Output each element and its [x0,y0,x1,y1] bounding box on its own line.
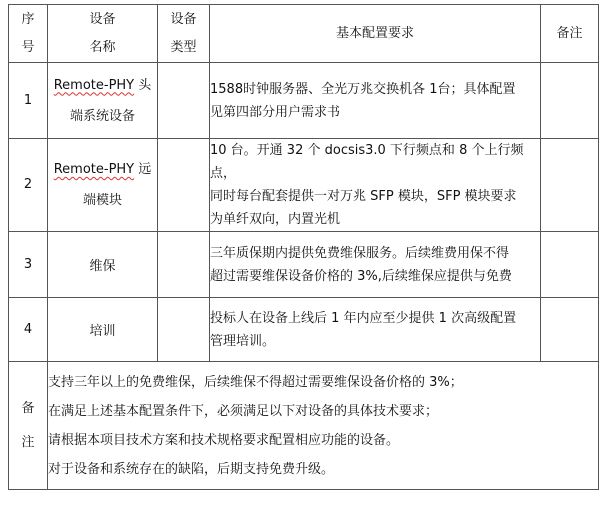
table-row [9,298,599,362]
header-seq: 序 号 [9,5,48,63]
header-remarks: 备注 [541,5,599,63]
header-device-type: 设备 类型 [158,5,210,63]
remarks-cell [541,139,599,232]
device-name: Remote-PHY 远 端模块 [48,139,158,232]
row-number: 4 [9,298,48,362]
device-type [158,139,210,232]
remarks-cell [541,298,599,362]
requirement-text: 1588时钟服务器、全光万兆交换机各 1台；具体配置 见第四部分用户需求书 [210,63,541,139]
row-number: 3 [9,232,48,298]
requirement-text: 10 台。开通 32 个 docsis3.0 下行频点和 8 个上行频点， 同时每台配套提供一对万兆 SFP 模块，SFP 模块要求 为单纤双向，内置光机 [210,139,541,232]
device-name: Remote-PHY 头 端系统设备 [48,63,158,139]
requirement-text: 投标人在设备上线后 1 年内应至少提供 1 次高级配置 管理培训。 [210,298,541,362]
device-type [158,63,210,139]
table-row [9,232,599,298]
notes-label: 备 注 [9,362,48,490]
note-line: 在满足上述基本配置条件下，必须满足以下对设备的具体技术要求； [48,403,439,419]
device-name: 培训 [48,298,158,362]
notes-row [9,362,599,490]
note-line: 请根据本项目技术方案和技术规格要求配置相应功能的设备。 [48,432,400,448]
table-row [9,139,599,232]
remarks-cell [541,232,599,298]
header-row [9,5,599,63]
requirement-text: 三年质保期内提供免费维保服务。后续维费用保不得 超过需要维保设备价格的 3%,后续维保应提供与免费 [210,232,541,298]
configuration-table [8,4,599,490]
row-number: 1 [9,63,48,139]
note-line: 支持三年以上的免费维保，后续维保不得超过需要维保设备价格的 3%； [48,374,463,390]
device-type [158,232,210,298]
notes-content [48,362,599,490]
remarks-cell [541,63,599,139]
header-device-name: 设备 名称 [48,5,158,63]
row-number: 2 [9,139,48,232]
note-line: 对于设备和系统存在的缺陷，后期支持免费升级。 [48,461,335,477]
table-row [9,63,599,139]
device-type [158,298,210,362]
header-requirements: 基本配置要求 [210,5,541,63]
device-name: 维保 [48,232,158,298]
